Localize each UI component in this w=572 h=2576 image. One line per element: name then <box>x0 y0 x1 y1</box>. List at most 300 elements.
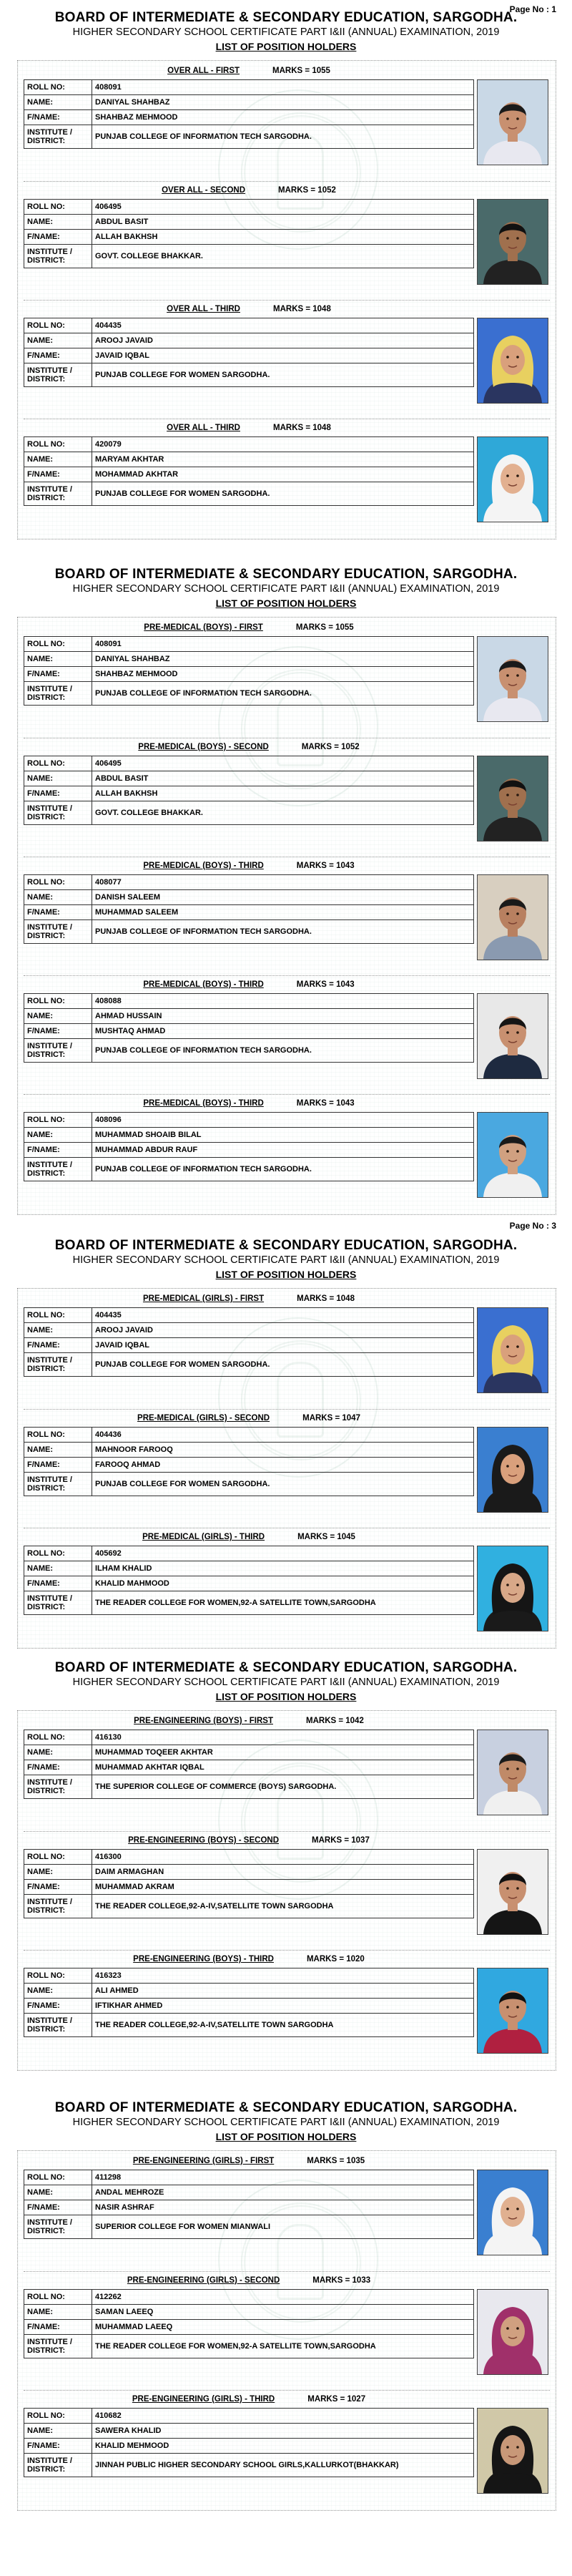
name-value: AHMAD HUSSAIN <box>92 1009 474 1024</box>
exam-title: HIGHER SECONDARY SCHOOL CERTIFICATE PART I&II (ANNUAL) EXAMINATION, 2019 <box>72 583 500 595</box>
card-title <box>24 424 474 435</box>
photo-frame <box>477 1307 548 1393</box>
portrait-photo <box>478 80 548 165</box>
marks-label: MARKS = 1037 <box>312 1836 370 1845</box>
name-row <box>24 1865 474 1880</box>
roll-no-value: 408088 <box>92 994 474 1009</box>
photo-frame <box>477 1729 548 1815</box>
father-name-row <box>24 110 474 125</box>
father-name-row <box>24 1458 474 1473</box>
institute-row <box>24 1158 474 1181</box>
roll-no-row <box>24 318 474 333</box>
portrait-photo <box>478 875 548 960</box>
institute-row <box>24 364 474 387</box>
category-label: PRE-ENGINEERING (GIRLS) - FIRST <box>132 2157 275 2165</box>
portrait-photo <box>478 1428 548 1512</box>
name-label: NAME: <box>24 771 92 786</box>
name-value: SAMAN LAEEQ <box>92 2305 474 2320</box>
photo-frame <box>477 636 548 722</box>
card-title <box>24 2157 474 2168</box>
card-title <box>24 67 474 78</box>
marks-label: MARKS = 1027 <box>307 2395 366 2404</box>
institute-label: INSTITUTE / DISTRICT: <box>24 364 92 387</box>
name-row <box>24 1745 474 1760</box>
board-title: BOARD OF INTERMEDIATE & SECONDARY EDUCATION, SARGODHA. <box>54 1660 518 1675</box>
roll-no-value: 404435 <box>92 318 474 333</box>
roll-no-label: ROLL NO: <box>24 756 92 771</box>
name-value: SAWERA KHALID <box>92 2424 474 2439</box>
father-name-row <box>24 230 474 245</box>
exam-title: HIGHER SECONDARY SCHOOL CERTIFICATE PART I&II (ANNUAL) EXAMINATION, 2019 <box>72 1254 500 1266</box>
category-label: PRE-MEDICAL (BOYS) - THIRD <box>143 1099 264 1108</box>
institute-row <box>24 125 474 149</box>
photo-frame <box>477 318 548 404</box>
roll-no-label: ROLL NO: <box>24 1308 92 1323</box>
father-name-row <box>24 1576 474 1591</box>
roll-no-value: 404436 <box>92 1428 474 1443</box>
institute-row <box>24 2215 474 2239</box>
father-name-value: MUHAMMAD AKHTAR IQBAL <box>92 1760 474 1775</box>
institute-value: PUNJAB COLLEGE OF INFORMATION TECH SARGODHA. <box>92 682 474 706</box>
father-name-row <box>24 1999 474 2014</box>
board-title: BOARD OF INTERMEDIATE & SECONDARY EDUCATION, SARGODHA. <box>54 10 518 25</box>
father-name-value: MUHAMMAD AKRAM <box>92 1880 474 1895</box>
portrait-photo <box>478 1113 548 1197</box>
roll-no-label: ROLL NO: <box>24 437 92 452</box>
name-value: MUHAMMAD TOQEER AKHTAR <box>92 1745 474 1760</box>
photo-frame <box>477 993 548 1079</box>
photo-frame <box>477 79 548 165</box>
institute-row <box>24 1353 474 1377</box>
photo-frame <box>477 874 548 960</box>
portrait-photo <box>478 1730 548 1815</box>
institute-value: GOVT. COLLEGE BHAKKAR. <box>92 245 474 268</box>
portrait-photo <box>478 1850 548 1934</box>
father-name-label: F/NAME: <box>24 348 92 364</box>
name-label: NAME: <box>24 1009 92 1024</box>
institute-value: THE READER COLLEGE,92-A-IV,SATELLITE TOWN SARGODHA <box>92 1895 474 1918</box>
father-name-label: F/NAME: <box>24 1458 92 1473</box>
name-value: MARYAM AKHTAR <box>92 452 474 467</box>
card-title <box>24 623 474 635</box>
marks-label: MARKS = 1043 <box>296 1099 355 1108</box>
roll-no-value: 416300 <box>92 1850 474 1865</box>
father-name-label: F/NAME: <box>24 2200 92 2215</box>
page-number: Page No : 3 <box>509 1221 556 1231</box>
board-title: BOARD OF INTERMEDIATE & SECONDARY EDUCATION, SARGODHA. <box>54 2100 518 2115</box>
info-table <box>24 756 474 825</box>
roll-no-label: ROLL NO: <box>24 1546 92 1561</box>
roll-no-label: ROLL NO: <box>24 1850 92 1865</box>
board-title: BOARD OF INTERMEDIATE & SECONDARY EDUCATION, SARGODHA. <box>54 1238 518 1253</box>
institute-value: PUNJAB COLLEGE FOR WOMEN SARGODHA. <box>92 364 474 387</box>
name-row <box>24 1984 474 1999</box>
name-value: MUHAMMAD SHOAIB BILAL <box>92 1128 474 1143</box>
name-label: NAME: <box>24 452 92 467</box>
name-value: DAIM ARMAGHAN <box>92 1865 474 1880</box>
name-label: NAME: <box>24 1323 92 1338</box>
name-row <box>24 890 474 905</box>
father-name-label: F/NAME: <box>24 667 92 682</box>
father-name-value: ALLAH BAKHSH <box>92 786 474 801</box>
roll-no-row <box>24 1113 474 1128</box>
marks-label: MARKS = 1052 <box>301 743 360 751</box>
institute-label: INSTITUTE / DISTRICT: <box>24 1473 92 1496</box>
institute-label: INSTITUTE / DISTRICT: <box>24 1895 92 1918</box>
roll-no-value: 408077 <box>92 875 474 890</box>
card-title <box>24 743 474 754</box>
father-name-row <box>24 667 474 682</box>
card-title <box>24 1836 474 1848</box>
name-label: NAME: <box>24 1865 92 1880</box>
roll-no-value: 404435 <box>92 1308 474 1323</box>
category-label: PRE-MEDICAL (BOYS) - THIRD <box>143 862 264 870</box>
name-label: NAME: <box>24 333 92 348</box>
name-label: NAME: <box>24 2185 92 2200</box>
marks-label: MARKS = 1048 <box>273 424 331 432</box>
card-title <box>24 1294 474 1306</box>
category-label: PRE-MEDICAL (GIRLS) - THIRD <box>142 1533 265 1541</box>
portrait-photo <box>478 1308 548 1392</box>
position-list-pre-engineering-girls <box>17 2150 556 2511</box>
photo-frame <box>477 1968 548 2054</box>
position-holder-card <box>24 1290 550 1399</box>
institute-value: PUNJAB COLLEGE OF INFORMATION TECH SARGODHA. <box>92 1158 474 1181</box>
institute-row <box>24 2014 474 2037</box>
position-holder-card <box>24 1409 550 1518</box>
roll-no-label: ROLL NO: <box>24 637 92 652</box>
category-label: PRE-MEDICAL (BOYS) - THIRD <box>143 980 264 989</box>
name-row <box>24 2424 474 2439</box>
father-name-label: F/NAME: <box>24 905 92 920</box>
father-name-row <box>24 2320 474 2335</box>
father-name-label: F/NAME: <box>24 1024 92 1039</box>
position-holder-card <box>24 619 550 728</box>
roll-no-row <box>24 1730 474 1745</box>
info-table <box>24 1427 474 1496</box>
portrait-photo <box>478 1968 548 2053</box>
portrait-photo <box>478 437 548 522</box>
category-label: PRE-ENGINEERING (BOYS) - SECOND <box>128 1836 279 1845</box>
photo-frame <box>477 2170 548 2255</box>
name-label: NAME: <box>24 1128 92 1143</box>
section-header <box>0 1660 572 1703</box>
roll-no-row <box>24 80 474 95</box>
father-name-value: MUHAMMAD ABDUR RAUF <box>92 1143 474 1158</box>
name-row <box>24 215 474 230</box>
photo-frame <box>477 1427 548 1513</box>
institute-row <box>24 1775 474 1799</box>
position-holder-card <box>24 1528 550 1637</box>
position-list-pre-medical-boys <box>17 617 556 1215</box>
card-title <box>24 1717 474 1728</box>
photo-frame <box>477 436 548 522</box>
roll-no-row <box>24 437 474 452</box>
position-list-pre-engineering-boys <box>17 1710 556 2071</box>
category-label: PRE-ENGINEERING (BOYS) - THIRD <box>133 1955 274 1963</box>
roll-no-row <box>24 875 474 890</box>
institute-label: INSTITUTE / DISTRICT: <box>24 920 92 944</box>
name-row <box>24 1443 474 1458</box>
list-title: LIST OF POSITION HOLDERS <box>215 41 357 52</box>
card-title <box>24 186 474 197</box>
institute-value: THE READER COLLEGE FOR WOMEN,92-A SATELLITE TOWN,SARGODHA <box>92 1591 474 1615</box>
card-title <box>24 1414 474 1425</box>
marks-label: MARKS = 1055 <box>272 67 330 75</box>
father-name-label: F/NAME: <box>24 1338 92 1353</box>
photo-frame <box>477 199 548 285</box>
card-title <box>24 862 474 873</box>
roll-no-label: ROLL NO: <box>24 2290 92 2305</box>
father-name-label: F/NAME: <box>24 110 92 125</box>
institute-row <box>24 245 474 268</box>
roll-no-label: ROLL NO: <box>24 994 92 1009</box>
roll-no-value: 412262 <box>92 2290 474 2305</box>
roll-no-value: 416323 <box>92 1968 474 1984</box>
category-label: PRE-ENGINEERING (BOYS) - FIRST <box>134 1717 273 1725</box>
institute-label: INSTITUTE / DISTRICT: <box>24 1353 92 1377</box>
roll-no-row <box>24 1968 474 1984</box>
institute-label: INSTITUTE / DISTRICT: <box>24 1039 92 1063</box>
marks-label: MARKS = 1043 <box>296 862 355 870</box>
position-holder-card <box>24 1712 550 1821</box>
roll-no-row <box>24 200 474 215</box>
photo-frame <box>477 2408 548 2494</box>
institute-row <box>24 1591 474 1615</box>
roll-no-label: ROLL NO: <box>24 2409 92 2424</box>
category-label: PRE-ENGINEERING (GIRLS) - THIRD <box>132 2395 275 2404</box>
father-name-value: MUHAMMAD SALEEM <box>92 905 474 920</box>
roll-no-label: ROLL NO: <box>24 1968 92 1984</box>
name-label: NAME: <box>24 1745 92 1760</box>
card-title <box>24 305 474 316</box>
institute-row <box>24 1473 474 1496</box>
info-table <box>24 2408 474 2477</box>
institute-label: INSTITUTE / DISTRICT: <box>24 125 92 149</box>
name-value: ABDUL BASIT <box>92 215 474 230</box>
institute-value: THE READER COLLEGE FOR WOMEN,92-A SATELLITE TOWN,SARGODHA <box>92 2335 474 2358</box>
father-name-label: F/NAME: <box>24 2439 92 2454</box>
name-row <box>24 333 474 348</box>
portrait-photo <box>478 2409 548 2493</box>
father-name-value: JAVAID IQBAL <box>92 1338 474 1353</box>
card-title <box>24 1955 474 1966</box>
card-title <box>24 1533 474 1544</box>
position-list-overall <box>17 60 556 540</box>
father-name-value: SHAHBAZ MEHMOOD <box>92 667 474 682</box>
roll-no-value: 416130 <box>92 1730 474 1745</box>
father-name-row <box>24 348 474 364</box>
card-title <box>24 2276 474 2288</box>
marks-label: MARKS = 1035 <box>307 2157 365 2165</box>
info-table <box>24 79 474 149</box>
institute-label: INSTITUTE / DISTRICT: <box>24 1591 92 1615</box>
category-label: OVER ALL - THIRD <box>167 424 240 432</box>
section-header <box>0 10 572 53</box>
roll-no-row <box>24 1428 474 1443</box>
position-holder-card <box>24 1950 550 2059</box>
name-label: NAME: <box>24 890 92 905</box>
roll-no-label: ROLL NO: <box>24 318 92 333</box>
institute-row <box>24 2335 474 2358</box>
roll-no-value: 405692 <box>92 1546 474 1561</box>
section-header <box>0 2100 572 2143</box>
institute-label: INSTITUTE / DISTRICT: <box>24 1158 92 1181</box>
father-name-label: F/NAME: <box>24 1576 92 1591</box>
institute-label: INSTITUTE / DISTRICT: <box>24 801 92 825</box>
father-name-row <box>24 1143 474 1158</box>
father-name-row <box>24 467 474 482</box>
father-name-label: F/NAME: <box>24 2320 92 2335</box>
info-table <box>24 1307 474 1377</box>
roll-no-label: ROLL NO: <box>24 1113 92 1128</box>
info-table <box>24 1968 474 2037</box>
institute-value: PUNJAB COLLEGE OF INFORMATION TECH SARGODHA. <box>92 125 474 149</box>
photo-frame <box>477 1546 548 1631</box>
roll-no-row <box>24 637 474 652</box>
name-value: DANISH SALEEM <box>92 890 474 905</box>
category-label: PRE-MEDICAL (BOYS) - FIRST <box>144 623 263 632</box>
marks-label: MARKS = 1048 <box>273 305 331 313</box>
father-name-label: F/NAME: <box>24 230 92 245</box>
marks-label: MARKS = 1045 <box>297 1533 355 1541</box>
info-table <box>24 993 474 1063</box>
institute-value: JINNAH PUBLIC HIGHER SECONDARY SCHOOL GIRLS,KALLURKOT(BHAKKAR) <box>92 2454 474 2477</box>
info-table <box>24 2289 474 2358</box>
institute-value: PUNJAB COLLEGE FOR WOMEN SARGODHA. <box>92 1353 474 1377</box>
marks-label: MARKS = 1052 <box>278 186 336 195</box>
position-holder-card <box>24 2271 550 2381</box>
board-title: BOARD OF INTERMEDIATE & SECONDARY EDUCATION, SARGODHA. <box>54 567 518 582</box>
name-row <box>24 2305 474 2320</box>
photo-frame <box>477 756 548 841</box>
name-value: DANIYAL SHAHBAZ <box>92 652 474 667</box>
info-table <box>24 1849 474 1918</box>
category-label: OVER ALL - SECOND <box>162 186 246 195</box>
institute-value: PUNJAB COLLEGE FOR WOMEN SARGODHA. <box>92 1473 474 1496</box>
portrait-photo <box>478 994 548 1078</box>
institute-label: INSTITUTE / DISTRICT: <box>24 2215 92 2239</box>
photo-frame <box>477 1112 548 1198</box>
institute-row <box>24 1039 474 1063</box>
roll-no-value: 408091 <box>92 80 474 95</box>
section-header <box>0 1238 572 1281</box>
marks-label: MARKS = 1048 <box>297 1294 355 1303</box>
roll-no-row <box>24 2170 474 2185</box>
institute-row <box>24 801 474 825</box>
father-name-value: KHALID MEHMOOD <box>92 2439 474 2454</box>
roll-no-value: 408096 <box>92 1113 474 1128</box>
institute-row <box>24 2454 474 2477</box>
name-label: NAME: <box>24 652 92 667</box>
roll-no-label: ROLL NO: <box>24 2170 92 2185</box>
exam-title: HIGHER SECONDARY SCHOOL CERTIFICATE PART I&II (ANNUAL) EXAMINATION, 2019 <box>72 26 500 38</box>
name-row <box>24 1009 474 1024</box>
roll-no-row <box>24 2290 474 2305</box>
institute-value: GOVT. COLLEGE BHAKKAR. <box>92 801 474 825</box>
institute-value: THE SUPERIOR COLLEGE OF COMMERCE (BOYS) SARGODHA. <box>92 1775 474 1799</box>
name-row <box>24 771 474 786</box>
position-holder-card <box>24 2152 550 2261</box>
portrait-photo <box>478 2290 548 2374</box>
father-name-row <box>24 1760 474 1775</box>
father-name-value: KHALID MAHMOOD <box>92 1576 474 1591</box>
portrait-photo <box>478 318 548 403</box>
position-list-pre-medical-girls <box>17 1288 556 1649</box>
info-table <box>24 1546 474 1615</box>
portrait-photo <box>478 2170 548 2255</box>
father-name-value: MOHAMMAD AKHTAR <box>92 467 474 482</box>
name-row <box>24 452 474 467</box>
info-table <box>24 636 474 706</box>
info-table <box>24 874 474 944</box>
name-label: NAME: <box>24 2424 92 2439</box>
institute-row <box>24 682 474 706</box>
name-row <box>24 1323 474 1338</box>
card-title <box>24 2395 474 2406</box>
portrait-photo <box>478 200 548 284</box>
info-table <box>24 1112 474 1181</box>
photo-frame <box>477 2289 548 2375</box>
name-value: AROOJ JAVAID <box>92 333 474 348</box>
father-name-row <box>24 1880 474 1895</box>
marks-label: MARKS = 1020 <box>306 1955 365 1963</box>
name-row <box>24 652 474 667</box>
institute-label: INSTITUTE / DISTRICT: <box>24 2454 92 2477</box>
name-label: NAME: <box>24 1561 92 1576</box>
list-title: LIST OF POSITION HOLDERS <box>215 597 357 609</box>
roll-no-value: 411298 <box>92 2170 474 2185</box>
institute-row <box>24 920 474 944</box>
category-label: PRE-MEDICAL (GIRLS) - FIRST <box>143 1294 265 1303</box>
exam-title: HIGHER SECONDARY SCHOOL CERTIFICATE PART I&II (ANNUAL) EXAMINATION, 2019 <box>72 2117 500 2128</box>
father-name-row <box>24 905 474 920</box>
father-name-value: ALLAH BAKHSH <box>92 230 474 245</box>
name-row <box>24 95 474 110</box>
roll-no-row <box>24 994 474 1009</box>
position-holder-card <box>24 1831 550 1941</box>
father-name-label: F/NAME: <box>24 1760 92 1775</box>
roll-no-value: 408091 <box>92 637 474 652</box>
name-label: NAME: <box>24 215 92 230</box>
position-holder-card <box>24 419 550 528</box>
position-holder-card <box>24 857 550 966</box>
father-name-value: SHAHBAZ MEHMOOD <box>92 110 474 125</box>
institute-value: THE READER COLLEGE,92-A-IV,SATELLITE TOWN SARGODHA <box>92 2014 474 2037</box>
roll-no-label: ROLL NO: <box>24 200 92 215</box>
roll-no-row <box>24 1546 474 1561</box>
institute-label: INSTITUTE / DISTRICT: <box>24 1775 92 1799</box>
info-table <box>24 199 474 268</box>
roll-no-row <box>24 2409 474 2424</box>
name-label: NAME: <box>24 2305 92 2320</box>
list-title: LIST OF POSITION HOLDERS <box>215 2131 357 2142</box>
name-value: DANIYAL SHAHBAZ <box>92 95 474 110</box>
portrait-photo <box>478 1546 548 1631</box>
name-row <box>24 2185 474 2200</box>
exam-title: HIGHER SECONDARY SCHOOL CERTIFICATE PART I&II (ANNUAL) EXAMINATION, 2019 <box>72 1677 500 1688</box>
card-title <box>24 980 474 992</box>
roll-no-label: ROLL NO: <box>24 80 92 95</box>
roll-no-row <box>24 756 474 771</box>
name-value: AROOJ JAVAID <box>92 1323 474 1338</box>
position-holder-card <box>24 738 550 847</box>
father-name-label: F/NAME: <box>24 786 92 801</box>
institute-value: PUNJAB COLLEGE OF INFORMATION TECH SARGODHA. <box>92 920 474 944</box>
portrait-photo <box>478 637 548 721</box>
category-label: PRE-MEDICAL (BOYS) - SECOND <box>138 743 269 751</box>
info-table <box>24 318 474 387</box>
